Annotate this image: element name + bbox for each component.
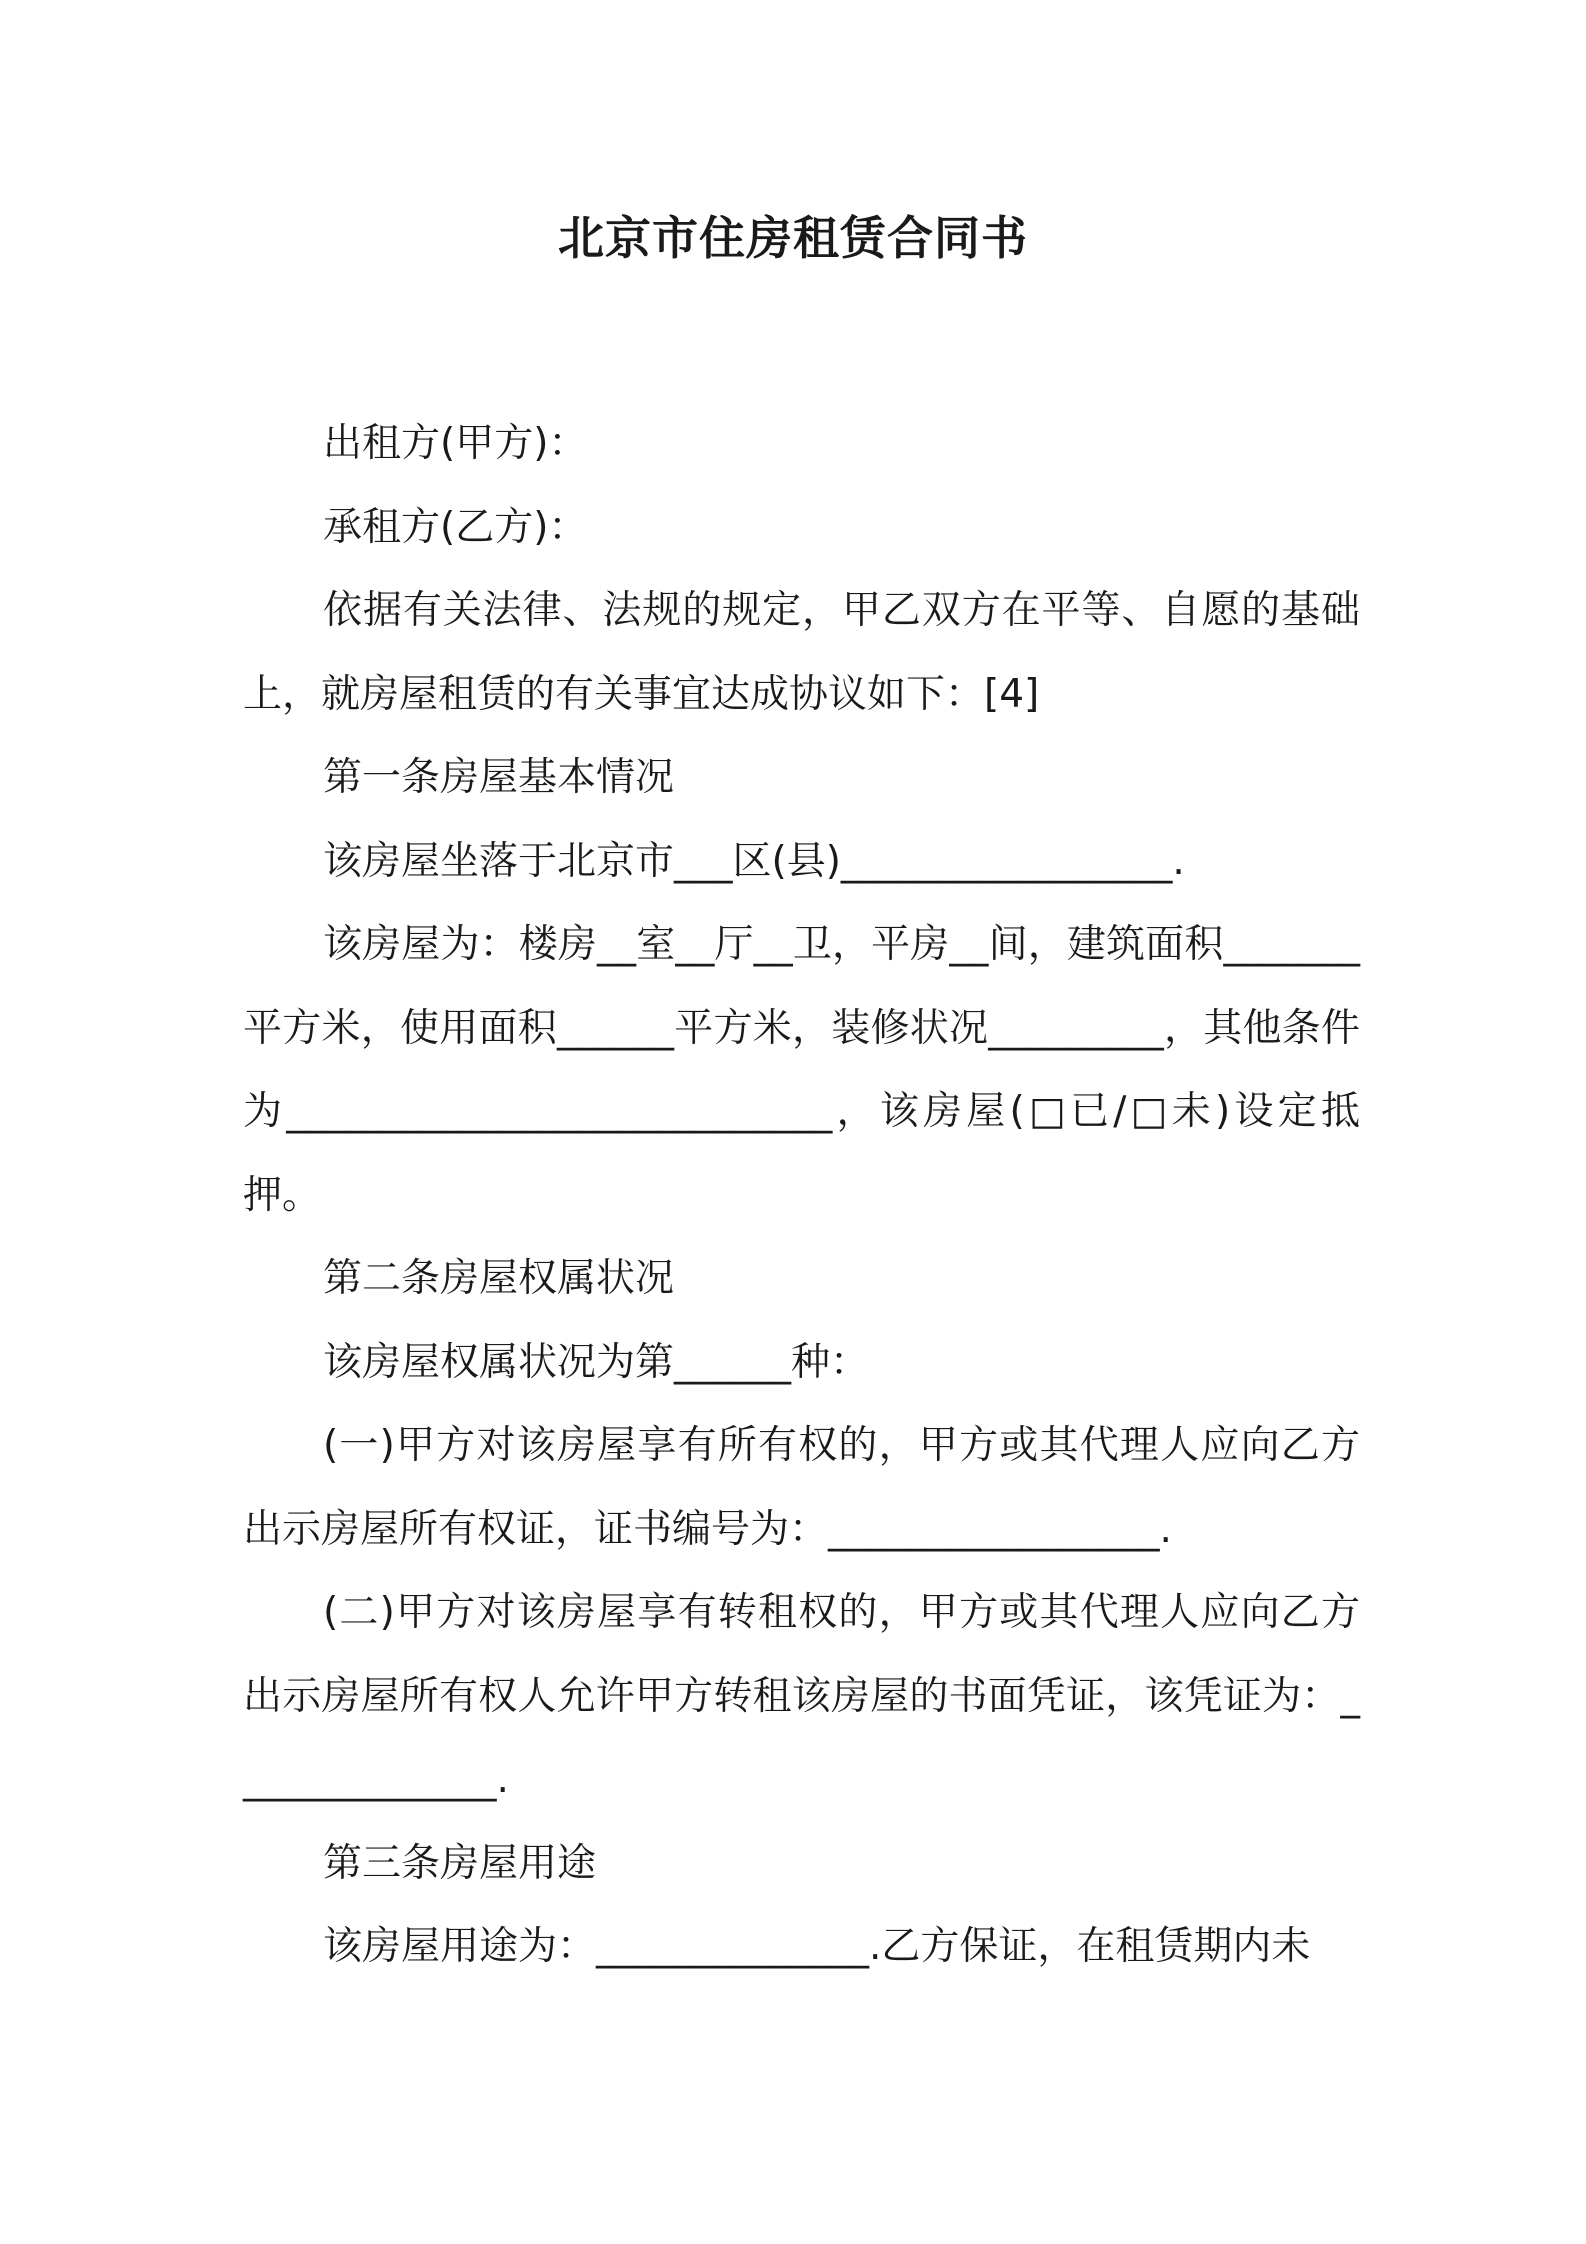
ownership-option-2-paragraph: (二)甲方对该房屋享有转租权的，甲方或其代理人应向乙方出示房屋所有权人允许甲方转租该房屋的书面凭证，该凭证为：______________. [243, 1590, 1360, 1802]
document-body [243, 402, 1360, 1989]
article-1-heading: 第一条房屋基本情况 [323, 755, 675, 800]
lessor-line: 出租方(甲方)： [323, 421, 588, 466]
preamble-paragraph: 依据有关法律、法规的规定，甲乙双方在平等、自愿的基础上，就房屋租赁的有关事宜达成协议如下：[4] [243, 588, 1360, 717]
property-use-paragraph: 该房屋用途为：______________.乙方保证，在租赁期内未 [323, 1924, 1311, 1969]
lessee-line: 承租方(乙方)： [323, 504, 588, 550]
article-2-heading: 第二条房屋权属状况 [323, 1256, 675, 1301]
ownership-type-paragraph: 该房屋权属状况为第______种： [323, 1339, 870, 1385]
document-title: 北京市住房租赁合同书 [558, 211, 1028, 265]
ownership-option-1-paragraph: (一)甲方对该房屋享有所有权的，甲方或其代理人应向乙方出示房屋所有权证，证书编号为：_________________. [243, 1423, 1360, 1552]
article-3-heading: 第三条房屋用途 [323, 1840, 597, 1886]
property-details-paragraph: 该房屋为：楼房__室__厅__卫，平房__间，建筑面积_______平方米，使用面积______平方米，装修状况_________，其他条件为____________________________，该房屋(□已/□未)设定抵押。 [243, 922, 1360, 1218]
property-location-paragraph: 该房屋坐落于北京市___区(县)_________________. [323, 838, 1185, 884]
